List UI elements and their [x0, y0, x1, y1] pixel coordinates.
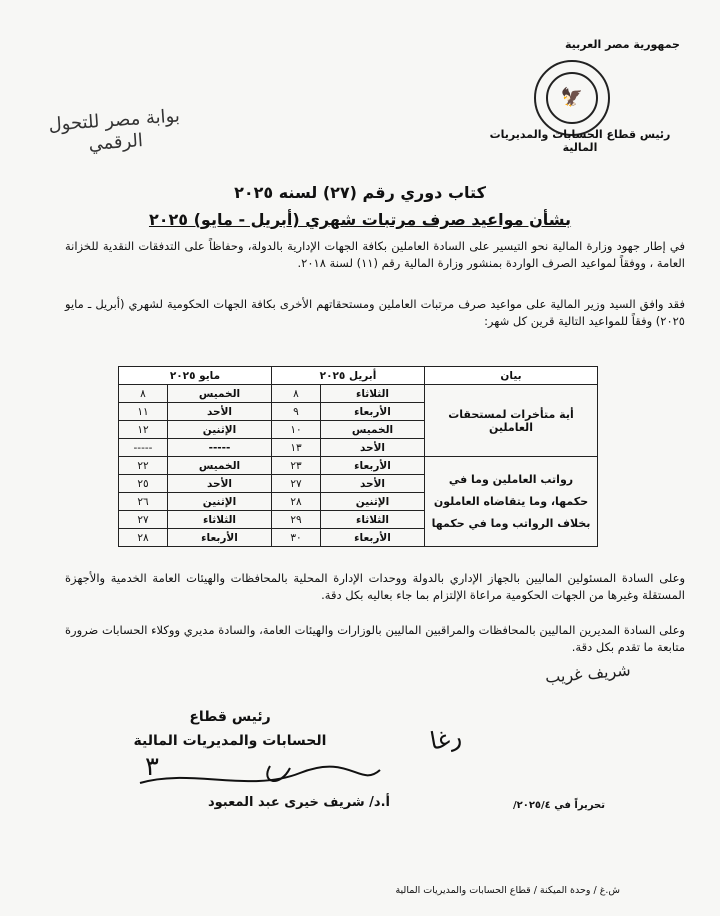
table-row [119, 385, 598, 403]
cell-num: ٢٩ [272, 511, 321, 529]
cell-day: الخميس [168, 385, 272, 403]
cell-num: ٢٣ [272, 457, 321, 475]
cell-day: الخميس [168, 457, 272, 475]
cell-num: ١١ [119, 403, 168, 421]
table-header-row [119, 367, 598, 385]
cell-num: ٢٧ [272, 475, 321, 493]
cell-num: ٢٢ [119, 457, 168, 475]
cell-num: ١٠ [272, 421, 321, 439]
intro-paragraph: في إطار جهود وزارة المالية نحو التيسير على السادة العاملين بكافة الجهات الإدارية بالدولة، وحفاظاً على التدفقات النقدية للخزانة العامة ، ووفقاً لمواعيد الصرف الواردة بمنشور وزارة المالية رقم (١١) لسنة ٢٠١٨. [65, 239, 685, 270]
cell-day: الأحد [168, 475, 272, 493]
cell-num: ٢٦ [119, 493, 168, 511]
cell-day: الأحد [321, 439, 425, 457]
cell-day: الإثنين [321, 493, 425, 511]
cell-day: الإثنين [168, 421, 272, 439]
cell-day: الخميس [321, 421, 425, 439]
republic-header: جمهورية مصر العربية [565, 38, 680, 51]
cell-day: ----- [168, 439, 272, 457]
cell-day: الإثنين [168, 493, 272, 511]
header-may: مايو ٢٠٢٥ [119, 367, 272, 385]
cell-num: ٨ [119, 385, 168, 403]
cell-num: ٩ [272, 403, 321, 421]
handwritten-note: بوابة مصر للتحول الرقمي [47, 105, 181, 155]
handwritten-signature: شريف غريب [544, 660, 632, 687]
circular-subject: بشأن مواعيد صرف مرتبات شهري (أبريل - مايو) ٢٠٢٥ [148, 210, 572, 229]
office-header: رئيس قطاع الحسابات والمديريات المالية [489, 128, 671, 154]
signature-stroke [130, 758, 390, 798]
officials-instruction: وعلى السادة المسئولين الماليين بالجهاز الإداري بالدولة ووحدات الإدارة المحلية بالمحافظات والهيئات العامة الخدمية والأجهزة المستقلة وغيرها من الجهات الحكومية مراعاة الإلتزام بما جاء بعاليه بكل دقة. [65, 571, 685, 602]
signer-title-line2: الحسابات والمديريات المالية [133, 733, 327, 749]
signature-mark: ٣ [145, 752, 159, 782]
header-desc: بيان [425, 367, 598, 385]
payment-schedule-table [118, 366, 598, 547]
state-emblem-icon: 🦅 [534, 60, 610, 136]
cell-day: الأربعاء [321, 403, 425, 421]
cell-num: ٢٨ [272, 493, 321, 511]
cell-num: ١٣ [272, 439, 321, 457]
cell-day: الأربعاء [168, 529, 272, 547]
cell-num: ٣٠ [272, 529, 321, 547]
cell-num: ٢٧ [119, 511, 168, 529]
cell-num: ٢٥ [119, 475, 168, 493]
cell-day: الثلاثاء [168, 511, 272, 529]
initials-signature: رغا [427, 722, 464, 756]
cell-day: الأربعاء [321, 529, 425, 547]
group-desc: رواتب العاملين وما في حكمها، وما يتقاضاه العاملون بخلاف الرواتب وما في حكمها [425, 457, 598, 547]
cell-day: الأحد [321, 475, 425, 493]
group-desc: أية متأخرات لمستحقات العاملين [425, 385, 598, 457]
signer-title [130, 705, 330, 753]
cell-num: ١٢ [119, 421, 168, 439]
table-row [119, 457, 598, 475]
approval-paragraph: فقد وافق السيد وزير المالية على مواعيد صرف مرتبات العاملين ومستحقاتهم الأخرى بكافة الجهات الحكومية لشهري (أبريل ـ مايو ٢٠٢٥) وفقاً للمواعيد التالية قرين كل شهر: [65, 297, 685, 328]
circular-title: كتاب دوري رقم (٢٧) لسنه ٢٠٢٥ [234, 183, 486, 202]
cell-day: الثلاثاء [321, 385, 425, 403]
issue-date: تحريراً في ٢٠٢٥/٤/ [512, 800, 605, 811]
footer-reference: ش.غ / وحدة الميكنة / قطاع الحسابات والمديريات المالية [395, 885, 620, 896]
cell-num: ٢٨ [119, 529, 168, 547]
cell-num: ----- [119, 439, 168, 457]
signer-name: أ.د/ شريف خيرى عبد المعبود [207, 795, 390, 810]
cell-day: الأربعاء [321, 457, 425, 475]
cell-num: ٨ [272, 385, 321, 403]
cell-day: الأحد [168, 403, 272, 421]
signer-title-line1: رئيس قطاع [189, 709, 271, 725]
directors-instruction: وعلى السادة المديرين الماليين بالمحافظات والمراقبين الماليين بالوزارات والهيئات العامة، والسادة مديري ووكلاء الحسابات ضرورة متابعة ما تقدم بكل دقة. [65, 623, 685, 654]
cell-day: الثلاثاء [321, 511, 425, 529]
header-april: أبريل ٢٠٢٥ [272, 367, 425, 385]
